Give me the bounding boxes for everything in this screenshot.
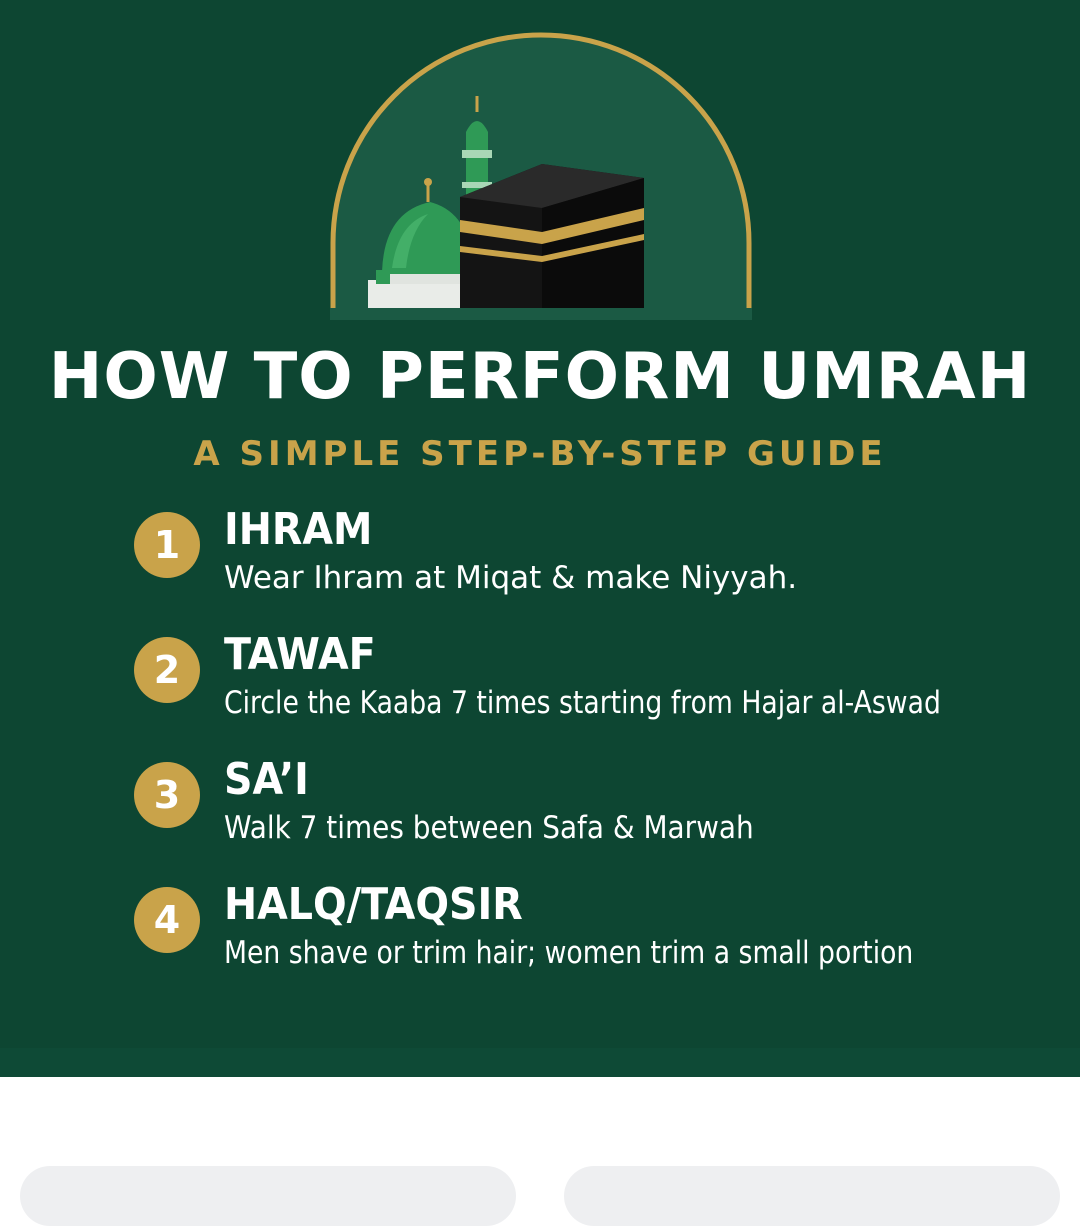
step-number-badge: 3	[134, 762, 200, 828]
step-number-badge: 1	[134, 512, 200, 578]
kaaba-and-green-dome-icon	[330, 32, 752, 320]
step-number-badge: 2	[134, 637, 200, 703]
step-title: HALQ/TAQSIR	[224, 879, 523, 930]
step-description: Wear Ihram at Miqat & make Niyyah.	[224, 560, 798, 596]
bottom-card-right[interactable]	[564, 1166, 1060, 1226]
step-title: SA’I	[224, 754, 309, 805]
step-item	[134, 879, 1014, 997]
step-description: Men shave or trim hair; women trim a small portion	[224, 935, 914, 971]
bottom-card-left[interactable]	[20, 1166, 516, 1226]
poster-footer-band	[0, 1048, 1080, 1077]
step-description: Circle the Kaaba 7 times starting from Hajar al-Aswad	[224, 685, 941, 721]
page-title: HOW TO PERFORM UMRAH	[48, 340, 1032, 414]
step-item	[134, 504, 1014, 622]
page-subtitle: A SIMPLE STEP-BY-STEP GUIDE	[193, 434, 887, 474]
step-title: TAWAF	[224, 629, 376, 680]
step-item	[134, 754, 1014, 872]
step-title: IHRAM	[224, 504, 373, 555]
step-item	[134, 629, 1014, 747]
step-description: Walk 7 times between Safa & Marwah	[224, 810, 754, 846]
step-number-badge: 4	[134, 887, 200, 953]
